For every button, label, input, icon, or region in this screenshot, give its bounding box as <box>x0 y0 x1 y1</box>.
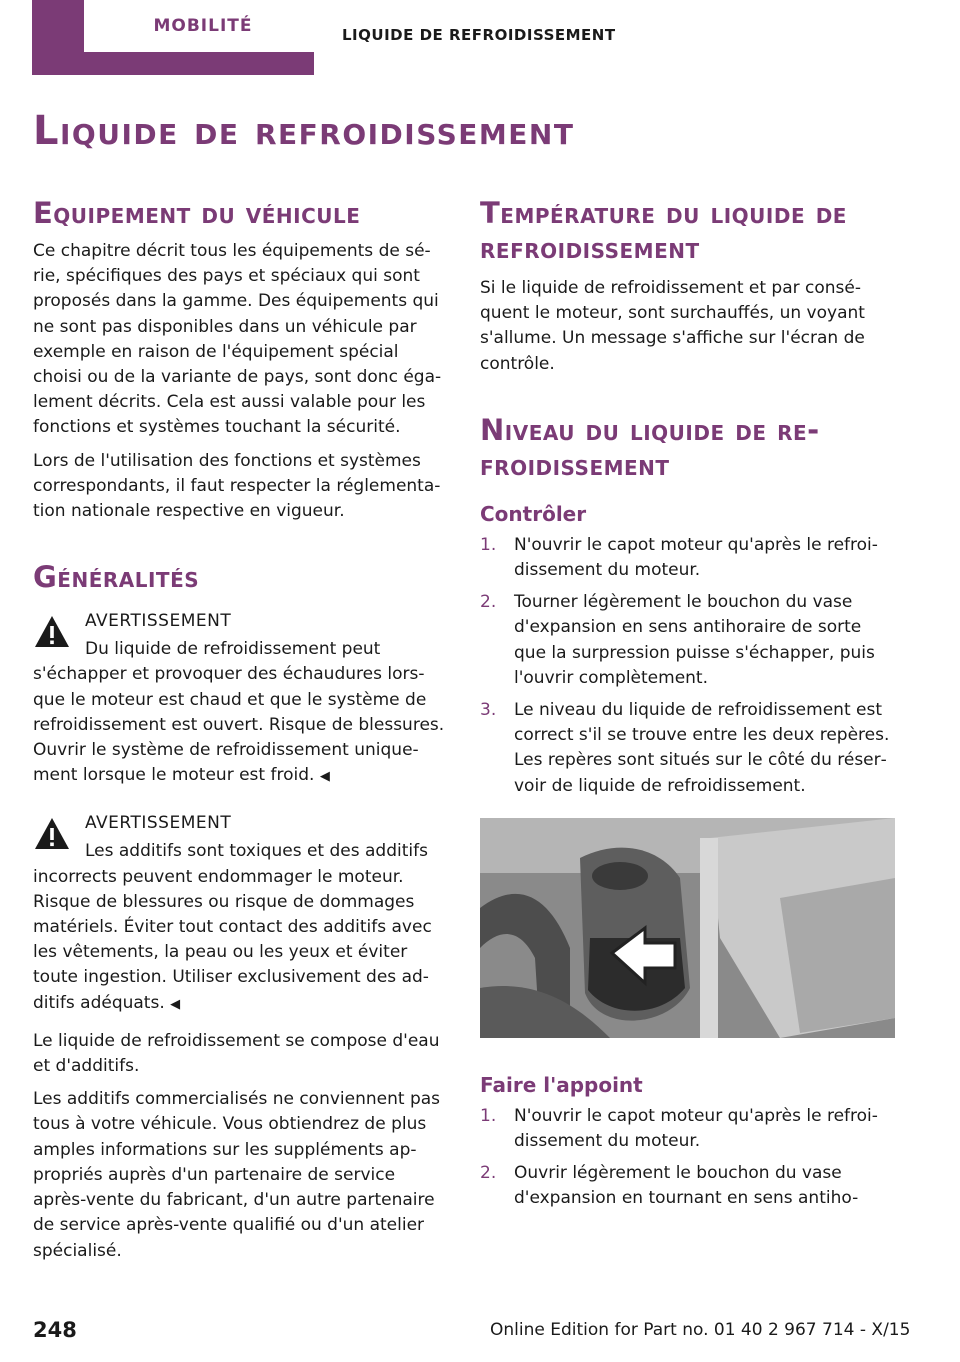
page-title: Liquide de refroidissement <box>33 108 575 154</box>
refill-steps-list <box>480 1104 895 1212</box>
end-mark-icon: ◀ <box>319 769 330 785</box>
list-item: 3. Le niveau du liquide de refroidissement est correct s'il se trouve entre les deux repères. Les repères sont situés sur le côté du réservoir de liquide de refroidissement. <box>480 700 890 796</box>
section-tab-label: MOBILITÉ <box>84 0 322 52</box>
edition-footer: Online Edition for Part no. 01 40 2 967 714 - X/15 <box>490 1320 911 1340</box>
equipment-paragraph-1: Ce chapitre décrit tous les équipements de série, spécifiques des pays et spéciaux qui sont proposés dans la gamme. Des équipements qui ne sont pas disponibles dans un véhicule par exemple en raison de l'équipement spécial choisi ou de la variante de pays, sont donc également décrits. Cela est aussi valable pour les fonctions et systèmes touchant la sécurité. <box>33 241 442 438</box>
page-number: 248 <box>33 1318 77 1342</box>
list-item: 1. N'ouvrir le capot moteur qu'après le refroidissement du moteur. <box>480 534 878 581</box>
warning-1-title: AVERTISSEMENT <box>85 611 232 632</box>
coolant-reservoir-photo <box>480 818 895 1038</box>
additives-paragraph: Les additifs commercialisés ne conviennent pas tous à votre véhicule. Vous obtiendrez de plus amples informations sur les suppléments appropriés auprès d'un partenaire de service après-vente du fabricant, d'un autre partenaire de service après-vente qualifié ou d'un atelier spécialisé. <box>33 1089 441 1261</box>
check-steps-list <box>480 533 895 799</box>
list-item: 2. Ouvrir légèrement le bouchon du vase d'expansion en tournant en sens antiho- <box>480 1163 859 1209</box>
warning-2-text: incorrects peuvent endommager le moteur. Risque de blessures ou risque de dommages matériels. Éviter tout contact des additifs avec les vêtements, la peau ou les yeux et éviter toute ingestion. Utiliser exclusivement des additifs adéquats. ◀ <box>33 866 432 1013</box>
equipment-paragraph-2: Lors de l'utilisation des fonctions et systèmes correspondants, il faut respecter la réglementation nationale respective en vigueur. <box>33 450 441 522</box>
general-heading: Généralités <box>33 560 200 595</box>
warning-triangle-icon <box>33 613 71 651</box>
warning-triangle-icon <box>33 815 71 853</box>
temperature-paragraph: Si le liquide de refroidissement et par conséquent le moteur, sont surchauffés, un voyant s'allume. Un message s'affiche sur l'écran de contrôle. <box>480 278 865 374</box>
end-mark-icon: ◀ <box>170 996 181 1012</box>
refill-heading: Faire l'appoint <box>480 1072 643 1097</box>
composition-paragraph: Le liquide de refroidissement se compose d'eau et d'additifs. <box>33 1030 440 1077</box>
warning-2-title: AVERTISSEMENT <box>85 813 232 834</box>
warning-1-first-line: Du liquide de refroidissement peut <box>85 639 381 660</box>
warning-1-text: s'échapper et provoquer des échaudures lorsque le moteur est chaud et que le système de refroidissement est ouvert. Risque de blessures. Ouvrir le système de refroidissement uniquement lorsque le moteur est froid. ◀ <box>33 664 445 786</box>
left-column <box>33 196 448 1264</box>
equipment-heading: Equipement du véhicule <box>33 196 361 230</box>
section-tab <box>32 0 314 75</box>
right-column <box>480 196 895 1219</box>
warning-2-first-line: Les additifs sont toxiques et des additifs <box>85 841 428 862</box>
list-item: 2. Tourner légèrement le bouchon du vase d'expansion en sens antihoraire de sorte que la surpression puisse s'échapper, puis l'ouvrir complètement. <box>480 592 875 688</box>
temperature-heading: Température du liquide de refroidissement <box>480 196 847 265</box>
list-item: 1. N'ouvrir le capot moteur qu'après le refroidissement du moteur. <box>480 1105 878 1152</box>
check-heading: Contrôler <box>480 501 587 526</box>
running-header: LIQUIDE DE REFROIDISSEMENT <box>342 26 616 44</box>
warning-block-1 <box>33 609 448 789</box>
level-heading: Niveau du liquide de refroidissement <box>480 412 820 482</box>
warning-block-2 <box>33 811 448 1016</box>
